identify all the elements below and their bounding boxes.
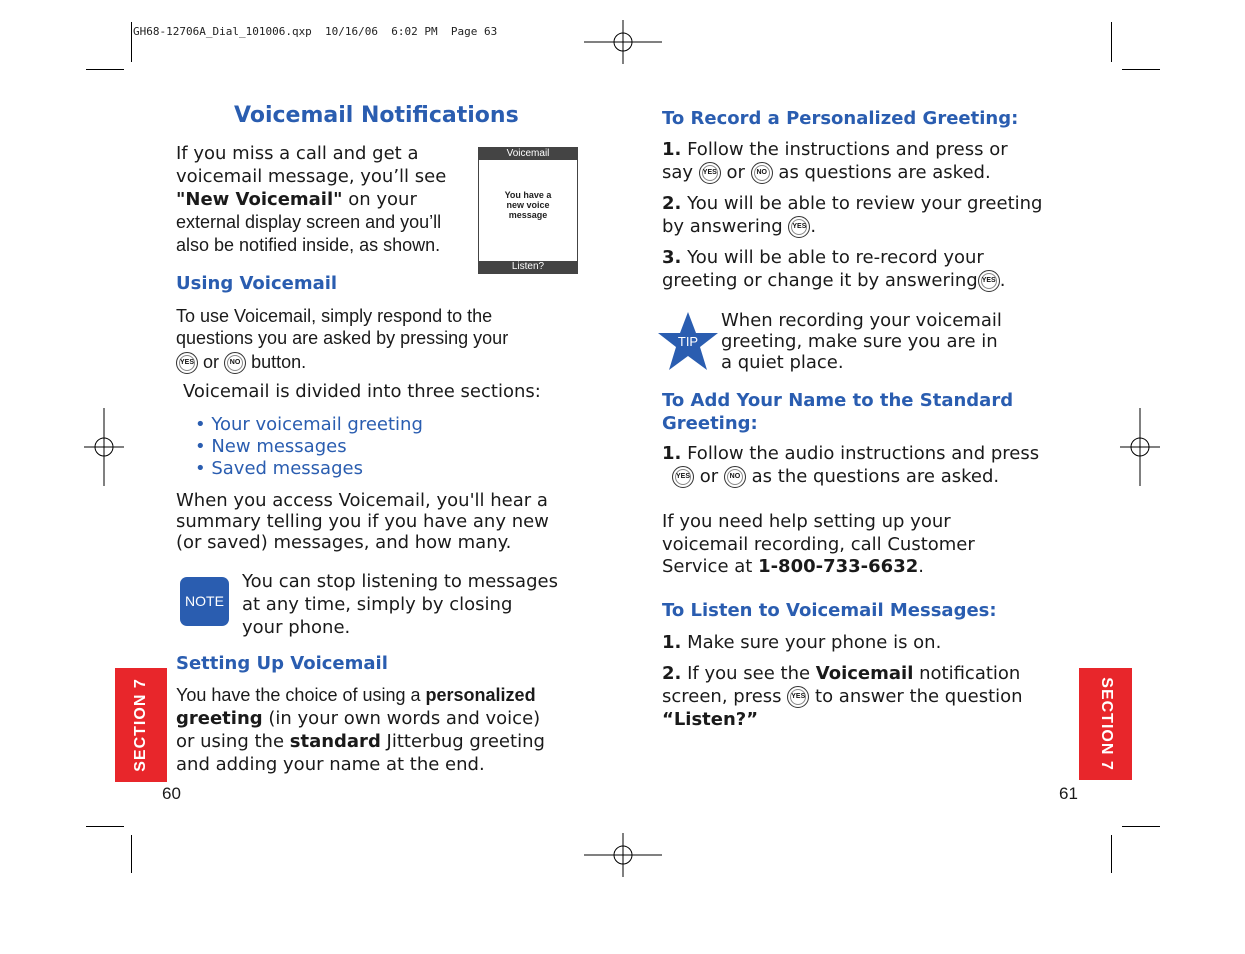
- note-badge: NOTE: [180, 577, 229, 626]
- text-span: You will be able to re-record your: [681, 247, 984, 268]
- text-span: Jitterbug greeting: [380, 731, 545, 752]
- registration-mark-top: [584, 20, 662, 64]
- text-line: a quiet place.: [721, 352, 844, 373]
- using-voicemail-text: [176, 305, 576, 374]
- add-name-heading: [662, 389, 1013, 435]
- yes-button-icon: YES: [176, 352, 198, 374]
- text-span: Service at: [662, 556, 759, 577]
- yes-button-icon: YES: [978, 270, 1000, 292]
- step-line: [662, 138, 1082, 161]
- step-number: 2.: [662, 663, 682, 684]
- text-span: Voicemail: [815, 663, 914, 684]
- display-message-line: You have a: [504, 190, 552, 200]
- section-tab-label: SECTION 7: [132, 678, 149, 772]
- listen-question: “Listen?”: [662, 709, 759, 730]
- step-line: [662, 708, 1082, 731]
- text-span: personalized: [425, 685, 536, 705]
- step-line: [662, 631, 1082, 654]
- text-line: When recording your voicemail: [721, 310, 1002, 331]
- text-span: as the questions are asked.: [751, 466, 1000, 487]
- tip-label: TIP: [677, 334, 699, 349]
- page-number-right: 61: [1059, 784, 1078, 803]
- section-tab-left: [115, 668, 167, 782]
- text-line: summary telling you if you have any new: [176, 511, 549, 532]
- step-line: [662, 215, 1082, 238]
- note-text: [242, 570, 582, 639]
- sections-list: [195, 414, 423, 480]
- step-line: [662, 662, 1082, 685]
- display-header: Voicemail: [479, 148, 577, 160]
- intro-text: [176, 142, 476, 257]
- setting-up-text: [176, 684, 586, 776]
- text-span: as questions are asked.: [778, 162, 991, 183]
- text-span: screen, press: [662, 686, 782, 707]
- text-span: Follow the audio instructions and press: [681, 443, 1040, 464]
- text-line: (or saved) messages, and how many.: [176, 532, 512, 553]
- registration-mark-right: [1120, 408, 1160, 486]
- no-button-icon: NO: [724, 466, 746, 488]
- text-line: and adding your name at the end.: [176, 754, 485, 775]
- text-line: If you need help setting up your: [662, 511, 951, 532]
- using-voicemail-heading: Using Voicemail: [176, 273, 338, 294]
- external-display-illustration: [478, 147, 578, 274]
- registration-mark-bottom: [584, 833, 662, 877]
- yes-button-icon: YES: [672, 466, 694, 488]
- step-line: [662, 161, 1082, 184]
- intro-line: [176, 188, 476, 211]
- text-span: greeting or change it by answering: [662, 270, 978, 291]
- yes-button-icon: YES: [787, 686, 809, 708]
- text-span: You will be able to review your greeting: [681, 193, 1043, 214]
- or-word: or: [726, 162, 745, 183]
- intro-line: If you miss a call and get a: [176, 143, 419, 164]
- heading-line: Greeting:: [662, 413, 758, 434]
- step-line: [662, 685, 1082, 708]
- text-span: .: [810, 216, 817, 237]
- text-line: [176, 351, 576, 374]
- or-word: or: [203, 352, 220, 372]
- record-steps: [662, 138, 1082, 292]
- text-span: .: [999, 270, 1006, 291]
- access-text: [176, 490, 586, 553]
- intro-line: voicemail message, you’ll see: [176, 166, 447, 187]
- setting-up-heading: Setting Up Voicemail: [176, 653, 388, 674]
- display-message: [479, 190, 577, 220]
- button-word: button.: [251, 352, 307, 372]
- heading-line: To Add Your Name to the Standard: [662, 390, 1014, 411]
- add-name-step: [662, 442, 1082, 488]
- text-line: [176, 684, 586, 707]
- new-voicemail-label: "New Voicemail": [176, 189, 343, 210]
- intro-line-rest: on your: [342, 189, 417, 210]
- intro-line: also be notified inside, as shown.: [176, 235, 441, 255]
- step-line: [662, 246, 1082, 269]
- text-line: greeting, make sure you are in: [721, 331, 998, 352]
- no-button-icon: NO: [751, 162, 773, 184]
- text-line: When you access Voicemail, you'll hear a: [176, 490, 548, 511]
- text-span: or using the: [176, 731, 290, 752]
- no-button-icon: NO: [224, 352, 246, 374]
- display-footer: Listen?: [479, 261, 577, 273]
- divided-text: Voicemail is divided into three sections:: [183, 381, 541, 402]
- text-span: Make sure your phone is on.: [681, 632, 942, 653]
- text-span: If you see the: [681, 663, 816, 684]
- tip-text: [721, 310, 1081, 373]
- step-line: [662, 269, 1082, 292]
- step-line: [662, 442, 1082, 465]
- step-number: 3.: [662, 247, 682, 268]
- text-span: .: [918, 556, 924, 577]
- text-line: [662, 556, 1082, 579]
- text-span: greeting: [176, 708, 263, 729]
- section-tab-label: SECTION 7: [1097, 677, 1115, 771]
- listen-steps: [662, 631, 1082, 731]
- text-line: [176, 707, 586, 730]
- step-number: 2.: [662, 193, 682, 214]
- text-span: say: [662, 162, 694, 183]
- display-message-line: message: [508, 210, 548, 220]
- step-number: 1.: [662, 632, 682, 653]
- intro-line: external display screen and you’ll: [176, 212, 442, 232]
- text-line: your phone.: [242, 617, 351, 638]
- text-span: standard: [289, 731, 381, 752]
- list-item: • Saved messages: [195, 458, 363, 479]
- page-number-left: 60: [162, 784, 181, 803]
- text-span: notification: [913, 663, 1021, 684]
- registration-mark-left: [84, 408, 124, 486]
- customer-service-phone: 1-800-733-6632: [758, 556, 919, 577]
- text-line: [176, 730, 586, 753]
- print-slug: GH68-12706A_Dial_101006.qxp 10/16/06 6:02 PM Page 63: [133, 25, 498, 38]
- help-text: [662, 511, 1082, 579]
- text-line: You can stop listening to messages: [242, 571, 558, 592]
- page-title: Voicemail Notifications: [234, 103, 519, 128]
- step-number: 1.: [662, 443, 682, 464]
- listen-heading: To Listen to Voicemail Messages:: [662, 600, 997, 621]
- or-word: or: [699, 466, 719, 487]
- step-line: [662, 465, 1082, 488]
- text-line: questions you are asked by pressing your: [176, 328, 509, 348]
- text-span: to answer the question: [815, 686, 1023, 707]
- step-number: 1.: [662, 139, 682, 160]
- display-message-line: new voice: [506, 200, 550, 210]
- list-item: • New messages: [195, 436, 347, 457]
- yes-button-icon: YES: [699, 162, 721, 184]
- yes-button-icon: YES: [788, 216, 810, 238]
- text-span: Follow the instructions and press or: [681, 139, 1008, 160]
- list-item: • Your voicemail greeting: [195, 414, 423, 435]
- text-span: by answering: [662, 216, 783, 237]
- record-greeting-heading: To Record a Personalized Greeting:: [662, 108, 1019, 129]
- text-line: voicemail recording, call Customer: [662, 533, 975, 555]
- text-line: at any time, simply by closing: [242, 594, 513, 615]
- step-line: [662, 192, 1082, 215]
- text-line: To use Voicemail, simply respond to the: [176, 306, 493, 326]
- text-span: You have the choice of using a: [176, 685, 426, 705]
- text-span: (in your own words and voice): [262, 708, 541, 729]
- section-tab-right: [1079, 668, 1132, 780]
